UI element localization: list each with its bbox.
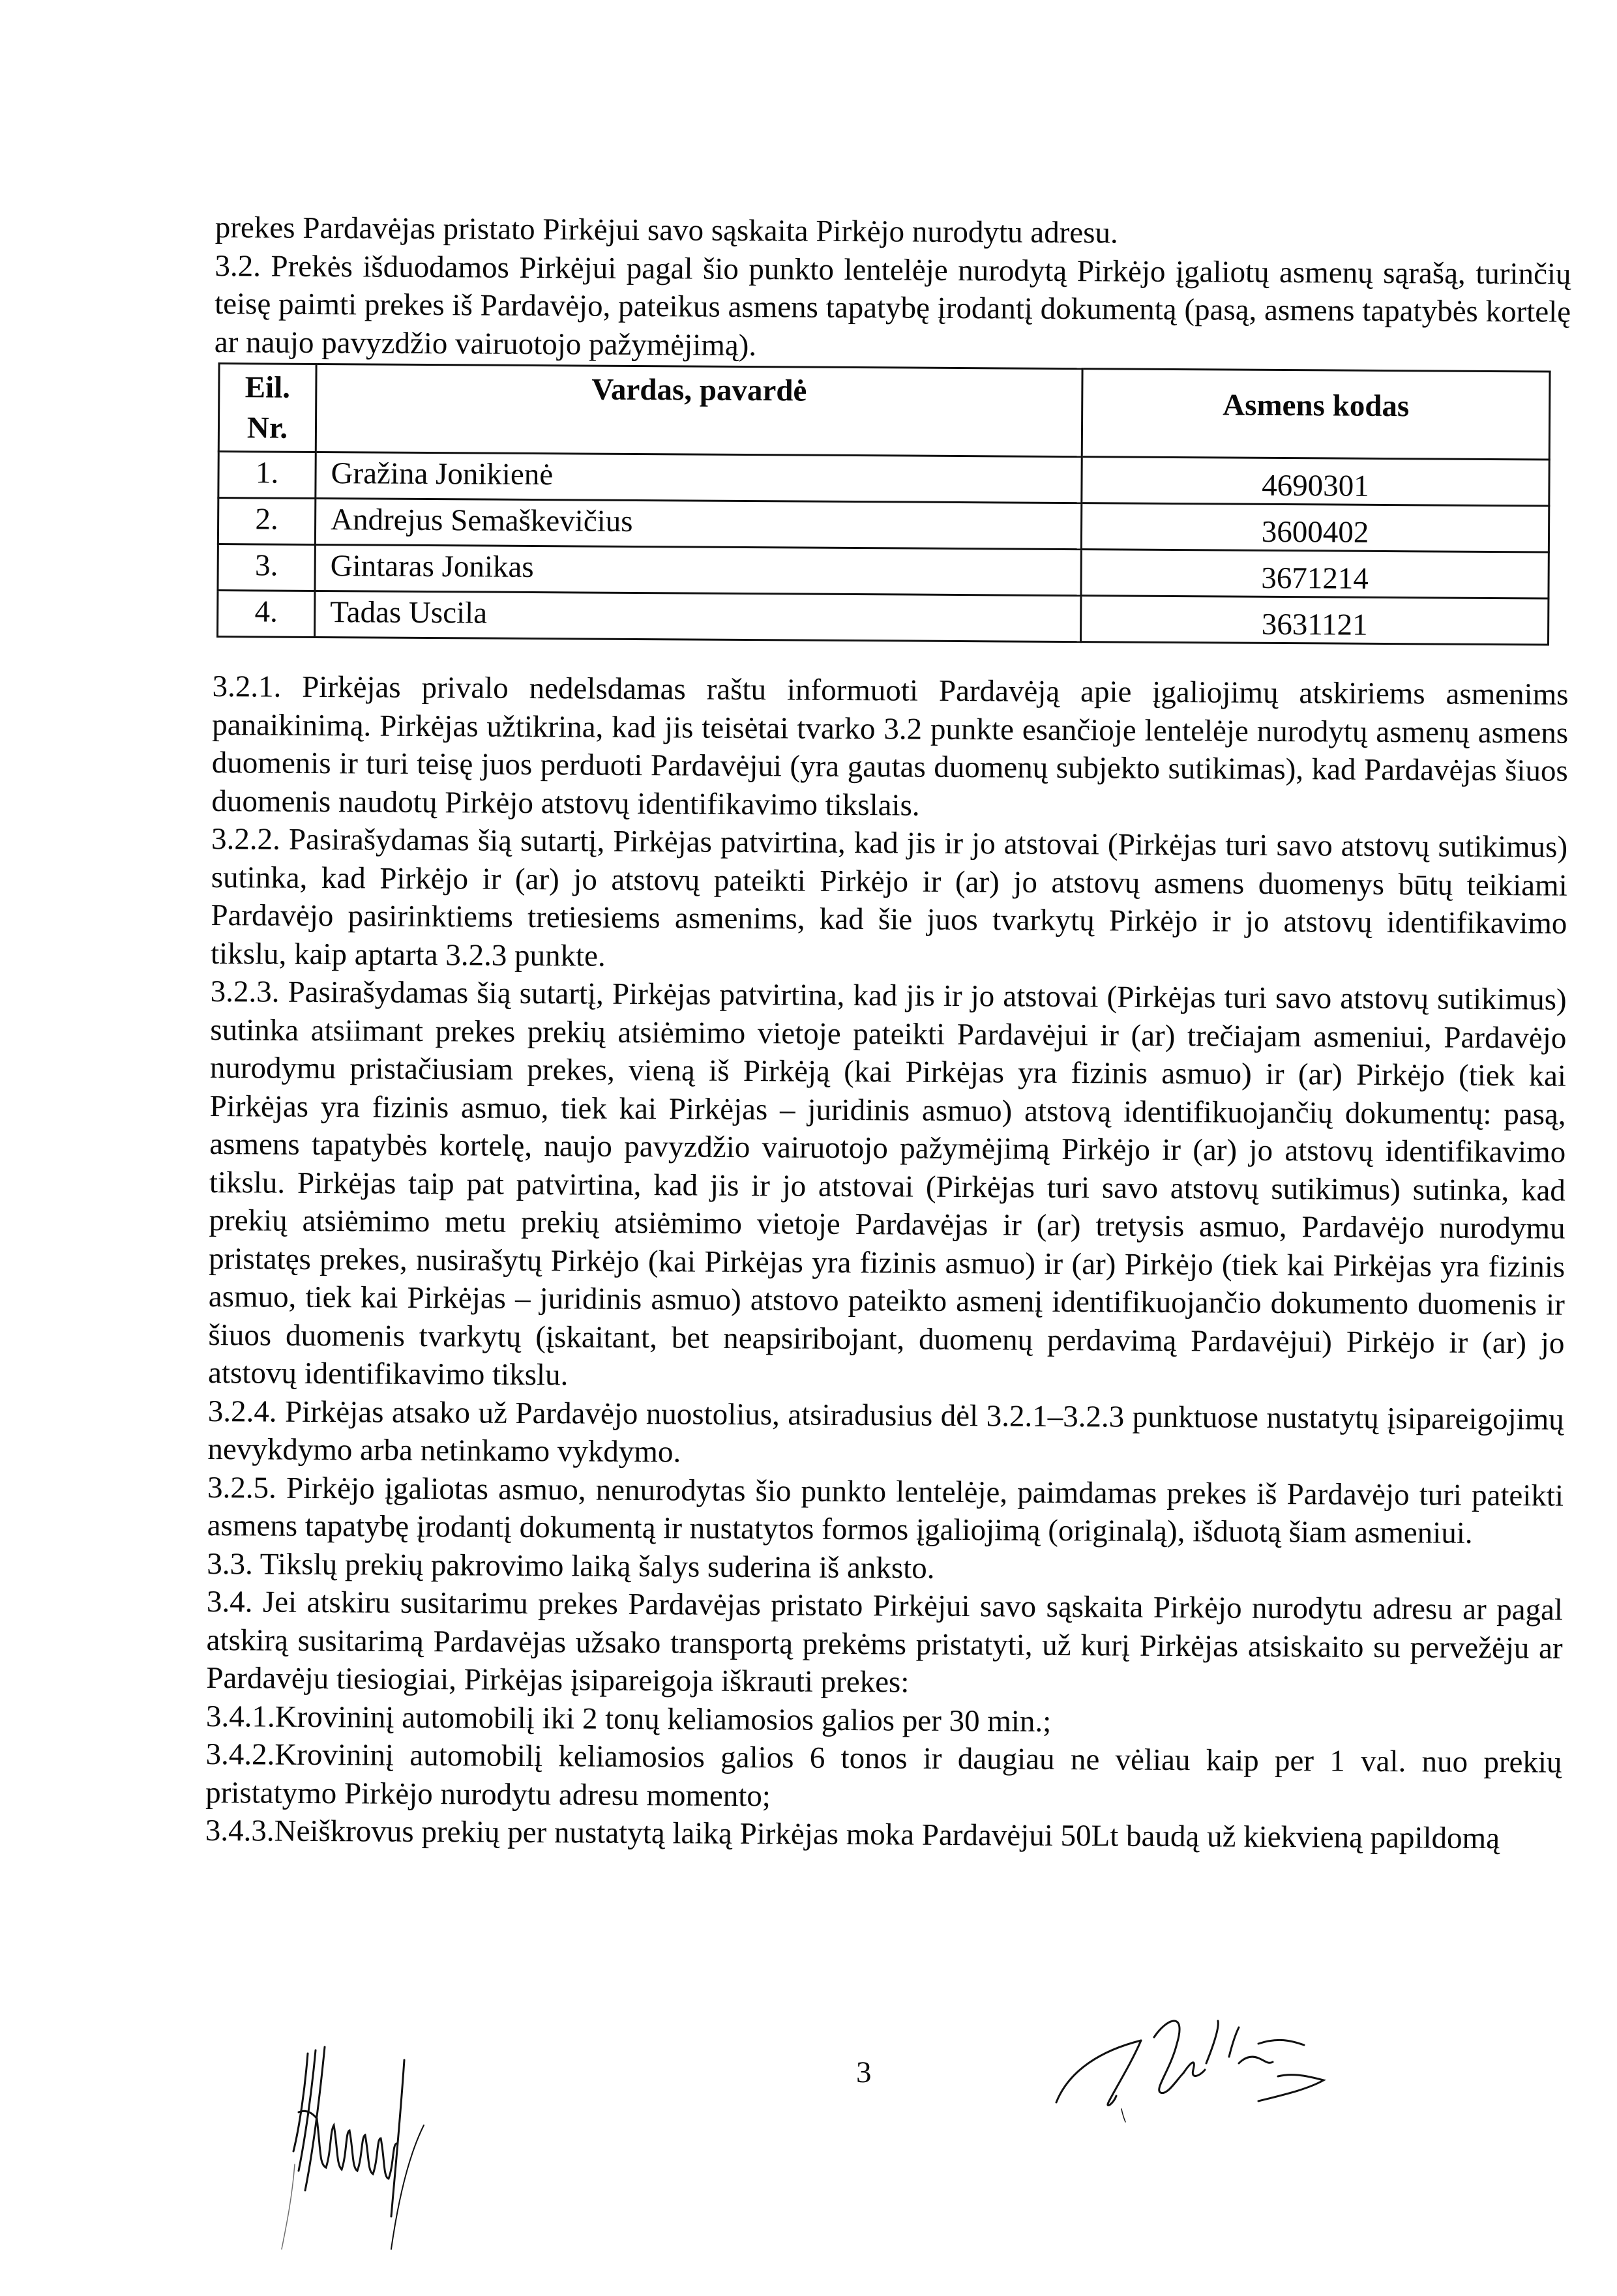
row-number: 1. (218, 452, 316, 499)
paragraph-3-2-4: 3.2.4. Pirkėjas atsako už Pardavėjo nuostolius, atsiradusius dėl 3.2.1–3.2.3 punktuose nustatytų įsipareigojimų nevykdymo arba netinkamo vykdymo. (207, 1394, 1564, 1469)
header-full-name: Vardas, pavardė (316, 364, 1082, 456)
person-code: 3671214 (1081, 550, 1549, 598)
row-number: 2. (218, 498, 315, 545)
person-name: Andrejus Semaškevičius (315, 498, 1081, 549)
paragraph-3-2: 3.2. Prekės išduodamos Pirkėjui pagal šio punkto lentelėje nurodytą Pirkėjo įgaliotų asmenų sąrašą, turinčių teisę paimti prekes iš Pardavėjo, pateikus asmens tapatybę įrodantį dokumentą (pasą, asmens tapatybės kortelę ar naujo pavyzdžio vairuotojo pažymėjimą). (214, 248, 1571, 362)
person-code: 3600402 (1081, 503, 1549, 552)
paragraph-3-2-1: 3.2.1. Pirkėjas privalo nedelsdamas raštu informuoti Pardavėją apie įgaliojimų atskiriems asmenims panaikinimą. Pirkėjas užtikrina, kad jis teisėtai tvarko 3.2 punkte esančioje lentelėje nurodytų asmenų asmens duomenis ir turi teisę juos perduoti Pardavėjui (yra gautas duomenų subjekto sutikimas), kad Pardavėjas šiuos duomenis naudotų Pirkėjo atstovų identifikavimo tikslais. (211, 670, 1569, 823)
paragraph-3-2-2: 3.2.2. Pasirašydamas šią sutartį, Pirkėjas patvirtina, kad jis ir jo atstovai (Pirkėjas turi savo atstovų sutikimus) sutinka, kad Pirkėjo ir (ar) jo atstovų pateikti Pirkėjo ir (ar) jo atstovų asmens duomenys būtų teikiami Pardavėjo pasirinktiems tretiesiems asmenims, kad šie juos tvarkytų Pirkėjo ir jo atstovų identifikavimo tikslu, kaip aptarta 3.2.3 punkte. (210, 822, 1568, 973)
page-number: 3 (856, 2055, 872, 2089)
header-row-number-line1: Eil. (245, 370, 291, 405)
signature-left-icon (274, 2040, 482, 2256)
person-code: 3631121 (1081, 596, 1549, 645)
row-number: 4. (218, 591, 315, 638)
paragraph-3-2-3: 3.2.3. Pasirašydamas šią sutartį, Pirkėjas patvirtina, kad jis ir jo atstovai (Pirkėjas turi savo atstovų sutikimus) sutinka atsiimant prekes prekių atsiėmimo vietoje pateikti Pardavėjui ir (ar) trečiajam asmeniui, Pardavėjo nurodymu pristačiusiam prekes, vieną iš Pirkėją (kai Pirkėjas yra fizinis asmuo) ir (ar) Pirkėjo (tiek kai Pirkėjas yra fizinis asmuo, tiek kai Pirkėjas – juridinis asmuo) atstovą identifikuojančių dokumentų: pasą, asmens tapatybės kortelę, naujo pavyzdžio vairuotojo pažymėjimą Pirkėjo ir (ar) jo atstovų identifikavimo tikslu. Pirkėjas taip pat patvirtina, kad jis ir jo atstovai (Pirkėjas turi savo atstovų sutikimus) sutinka, kad prekių atsiėmimo metu prekių atsiėmimo vietoje Pardavėjas ir (ar) tretysis asmuo, Pardavėjo nurodymu pristatęs prekes, nusirašytų Pirkėjo (kai Pirkėjas yra fizinis asmuo) ir (ar) Pirkėjo (tiek kai Pirkėjas yra fizinis asmuo, tiek kai Pirkėjas – juridinis asmuo) atstovo pateikto asmenį identifikuojančio dokumento duomenis ir šiuos duomenis tvarkytų (įskaitant, bet neapsiribojant, duomenų perdavimą Pardavėjui) Pirkėjo ir (ar) jo atstovų identifikavimo tikslu. (207, 975, 1567, 1392)
person-name: Tadas Uscila (315, 591, 1081, 641)
paragraph-3-2-5: 3.2.5. Pirkėjo įgaliotas asmuo, nenurodytas šio punkto lentelėje, paimdamas prekes iš Pardavėjo turi pateikti asmens tapatybę įrodantį dokumentą ir nustatytos formos įgaliojimą (originalą), išduotą šiam asmeniui. (207, 1470, 1564, 1550)
signature-right-icon (1043, 2018, 1513, 2128)
header-personal-code: Asmens kodas (1082, 369, 1550, 460)
person-name: Gintaras Jonikas (315, 544, 1081, 595)
paragraph-continuation: prekes Pardavėjas pristato Pirkėjui savo sąskaita Pirkėjo nurodytu adresu. (215, 211, 1118, 250)
header-row-number-line2: Nr. (246, 411, 288, 445)
paragraph-3-4: 3.4. Jei atskiru susitarimu prekes Pardavėjas pristato Pirkėjui savo sąskaita Pirkėjo nurodytu adresu ar pagal atskirą susitarimą Pardavėjas užsako transportą prekėms pristatyti, už kurį Pirkėjas atsiskaito su pervežėju ar Pardavėju tiesiogiai, Pirkėjas įsipareigoja iškrauti prekes: (206, 1584, 1564, 1700)
paragraph-3-4-1: 3.4.1.Krovininį automobilį iki 2 tonų keliamosios galios per 30 min.; (205, 1699, 1052, 1739)
person-code: 4690301 (1082, 457, 1549, 506)
row-number: 3. (218, 544, 315, 591)
person-name: Gražina Jonikienė (316, 452, 1082, 503)
paragraph-3-4-2: 3.4.2.Krovininį automobilį keliamosios galios 6 tonos ir daugiau ne vėliau kaip per 1 val. nuo prekių pristatymo Pirkėjo nurodytu adresu momento; (205, 1737, 1562, 1813)
paragraph-3-3: 3.3. Tikslų prekių pakrovimo laiką šalys suderina iš anksto. (207, 1546, 935, 1585)
paragraph-3-4-3: 3.4.3.Neiškrovus prekių per nustatytą laiką Pirkėjas moka Pardavėjui 50Lt baudą už kiekvieną papildomą (205, 1813, 1500, 1856)
